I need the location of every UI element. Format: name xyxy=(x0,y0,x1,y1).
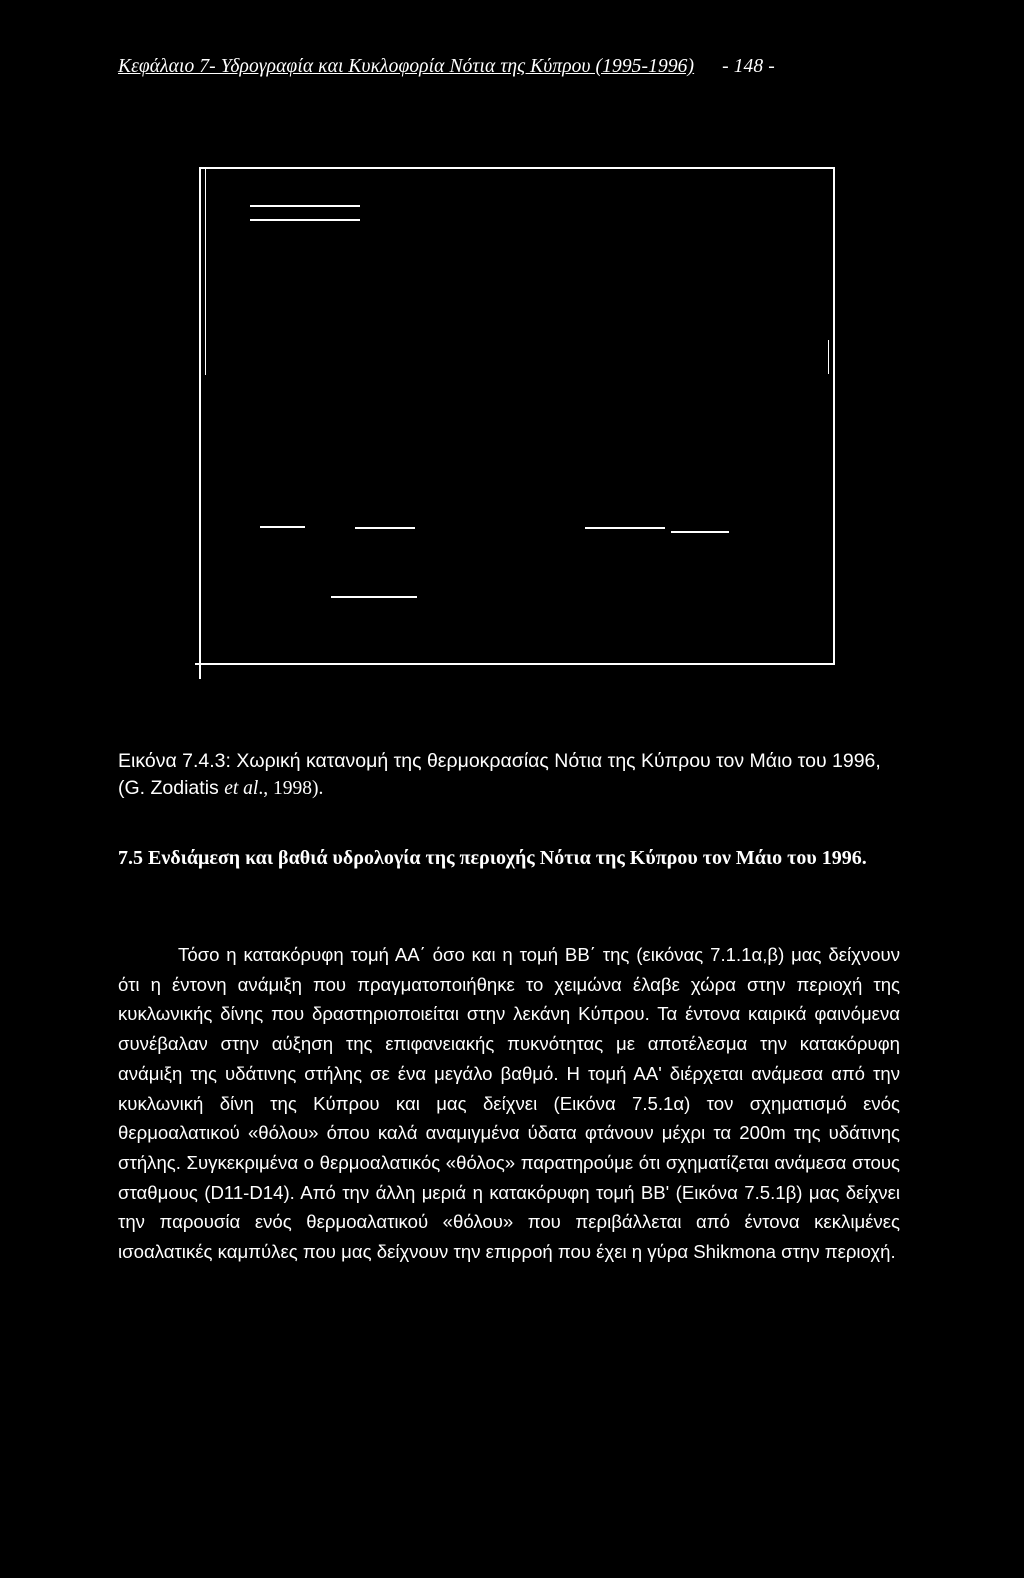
frame-right-tick xyxy=(828,340,829,374)
caption-text: Εικόνα 7.4.3: Χωρική κατανομή της θερμοκρασίας Νότια της Κύπρου τον Μάιο του 1996, (G. Zodiatis xyxy=(118,750,881,799)
contour-mark-5 xyxy=(331,596,417,598)
contour-mark-3 xyxy=(585,527,665,529)
figure-map xyxy=(195,165,840,685)
legend-mark-2 xyxy=(250,219,360,221)
frame-top-border xyxy=(199,167,835,169)
caption-citation-end: ., 1998). xyxy=(258,778,324,799)
frame-right-border xyxy=(833,167,835,665)
legend-mark-1 xyxy=(250,205,360,207)
section-heading: 7.5 Ενδιάμεση και βαθιά υδρολογία της περιοχής Νότια της Κύπρου τον Μάιο του 1996. xyxy=(118,847,867,869)
contour-mark-4 xyxy=(671,531,729,533)
frame-left-border xyxy=(199,167,201,679)
caption-et-al: et al xyxy=(224,778,259,799)
body-paragraph: Τόσο η κατακόρυφη τομή ΑΑ΄ όσο και η τομή ΒΒ΄ της (εικόνας 7.1.1α,β) μας δείχνουν ότι η έντονη ανάμιξη που πραγματοποιήθηκε το χειμώνα έλαβε χώρα στην περιοχή της κυκλωνικής δίνης που δραστηριοποιείται στην λεκάνη Κύπρου. Τα έντονα καιρικά φαινόμενα συνέβαλαν στην αύξηση της επιφανειακής πυκνότητας με αποτέλεσμα την κατακόρυφη ανάμιξη της υδάτινης στήλης σε ένα μεγάλο βαθμό. Η τομή ΑΑ' διέρχεται ανάμεσα από την κυκλωνική δίνη της Κύπρου και μας δείχνει (Εικόνα 7.5.1α) τον σχηματισμό ενός θερμοαλατικού «θόλου» όπου καλά αναμιγμένα ύδατα φτάνουν μέχρι τα 200m της υδάτινης στήλης. Συγκεκριμένα ο θερμοαλατικός «θόλος» παρατηρούμε ότι σχηματίζεται ανάμεσα στους σταθμους (D11-D14). Από την άλλη μεριά η κατακόρυφη τομή ΒΒ' (Εικόνα 7.5.1β) μας δείχνει την παρουσία ενός θερμοαλατικού «θόλου» που περιβάλλεται από έντονα κεκλιμένες ισοαλατικές καμπύλες που μας δείχνουν την επιρροή που έχει η γύρα Shikmona στην περιοχή. xyxy=(118,944,900,1263)
contour-mark-2 xyxy=(355,527,415,529)
frame-left-tick xyxy=(205,169,206,375)
running-header xyxy=(118,56,908,78)
contour-mark-1 xyxy=(260,526,305,528)
chapter-title: Κεφάλαιο 7- Υδρογραφία και Κυκλοφορία Νότια της Κύπρου (1995-1996) xyxy=(118,56,695,77)
page-number: - 148 - xyxy=(722,56,775,77)
figure-caption xyxy=(118,748,908,802)
frame-bottom-border xyxy=(195,663,835,665)
